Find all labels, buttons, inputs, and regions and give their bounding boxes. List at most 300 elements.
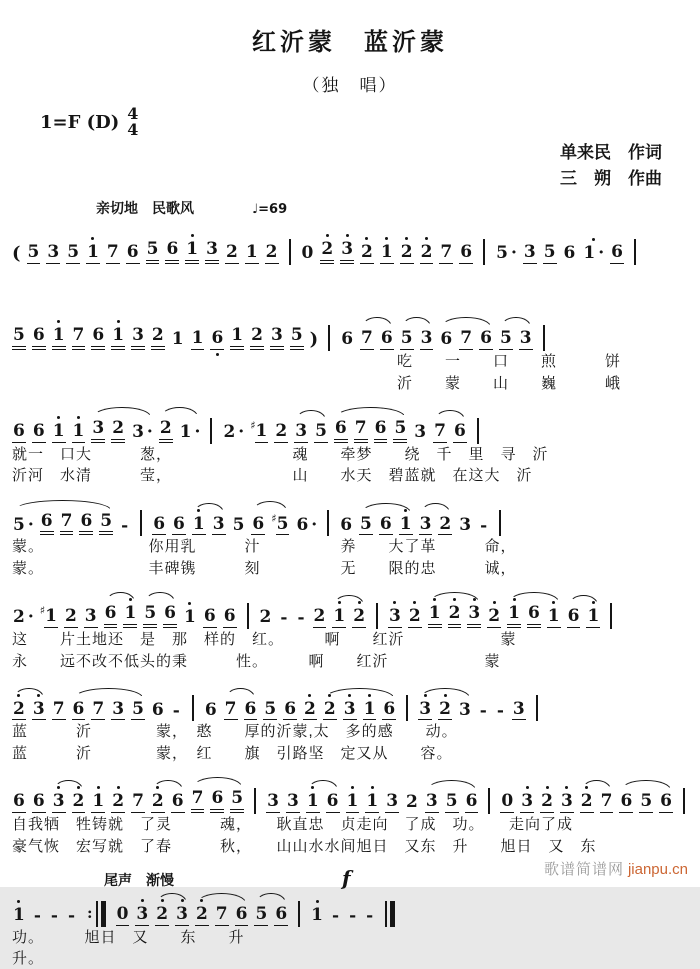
metronome-mark: ♩=69 <box>252 202 288 217</box>
barline <box>376 603 378 629</box>
note: 6 <box>379 513 392 534</box>
note: 5 · <box>496 243 517 264</box>
note: 5 <box>146 240 160 264</box>
note: 3 <box>340 240 354 264</box>
note: 1 <box>123 604 137 628</box>
music-system-6 <box>12 680 692 764</box>
duration-dash: - <box>172 700 180 721</box>
note: 3 <box>212 513 225 534</box>
slur-arc <box>155 905 189 926</box>
note: 3 <box>414 421 427 442</box>
note: 3 <box>270 326 284 350</box>
note: 5 <box>445 791 458 812</box>
slur-arc <box>425 792 479 813</box>
lyric-line-1: 就一 口大 葱， 魂 牵梦 绕 千 里 寻 沂 <box>12 445 549 463</box>
note: 6 <box>210 789 224 813</box>
duration-dash: - <box>33 905 41 926</box>
note: 3 <box>112 698 125 719</box>
key-text: 1=F (D) <box>40 111 120 133</box>
note: 6 <box>223 606 236 627</box>
duration-dash: - <box>297 608 305 629</box>
barline <box>289 239 291 265</box>
slur-arc <box>191 789 245 813</box>
note: 2 <box>439 513 452 534</box>
duration-dash: - <box>496 700 504 721</box>
note: 2 <box>259 607 272 628</box>
repeat-end-barline: : <box>87 901 106 927</box>
note: 1 <box>306 791 319 812</box>
barline <box>499 510 501 536</box>
note: 1 <box>363 698 376 719</box>
note: 6 <box>660 791 672 812</box>
barline <box>477 418 479 444</box>
note: 6 <box>374 419 388 443</box>
note: 6 <box>104 604 118 628</box>
note: 1 <box>92 791 105 812</box>
barline <box>610 603 612 629</box>
note: 6 <box>383 698 396 719</box>
watermark-domain[interactable]: jianpu.cn <box>627 861 688 878</box>
note: 2 <box>156 903 169 924</box>
note: 2 <box>225 242 238 263</box>
parenthesis: ) <box>309 329 319 351</box>
note: 3 <box>131 326 145 350</box>
note: 2 · <box>223 421 245 442</box>
note: 3 <box>386 791 399 812</box>
slur-arc <box>580 792 614 813</box>
note: 6 <box>13 420 25 441</box>
note: 1 <box>171 329 184 350</box>
music-system-8 <box>12 866 692 969</box>
slur-arc <box>419 515 453 536</box>
note: 7 <box>191 789 205 813</box>
note: 2 <box>151 791 164 812</box>
note: 6 <box>563 243 576 264</box>
barline <box>247 603 249 629</box>
note: 2 <box>159 419 173 443</box>
note: 3 <box>560 791 573 812</box>
note: 6 <box>275 903 288 924</box>
lyric-line-2: 升。 <box>12 950 45 968</box>
note: 7 <box>215 903 228 924</box>
note: 2 <box>304 698 316 719</box>
parenthesis: ( <box>12 243 21 265</box>
note: 2 <box>265 242 278 263</box>
note: 5 <box>393 419 407 443</box>
note: 6 <box>211 328 224 349</box>
note: 6 <box>171 791 184 812</box>
note: 2 <box>353 606 366 627</box>
note: 2 <box>448 604 462 628</box>
note: 6 <box>460 242 473 263</box>
note: 3 · <box>132 421 153 442</box>
note: 3 <box>419 698 432 719</box>
note: 5 <box>499 328 512 349</box>
slur-arc <box>433 422 467 443</box>
note: 6 <box>165 240 179 264</box>
notation-line <box>12 403 692 443</box>
duration-dash: - <box>366 905 374 926</box>
note: ♯5 <box>271 511 289 534</box>
lyric-line-1: 吃 一 口 煎 饼 <box>397 353 622 370</box>
notation-line <box>12 310 692 350</box>
note: 1 · <box>179 421 201 442</box>
note: 5 <box>640 791 653 812</box>
slur-arc <box>332 607 366 628</box>
slur-arc <box>294 422 328 443</box>
music-system-2 <box>12 310 692 394</box>
notation-line <box>12 224 692 264</box>
lyric-line-2: 永 远不改不低头的秉 性。 啊 红沂 蒙 <box>12 652 501 670</box>
note: 6 · <box>296 514 318 535</box>
note: 3 <box>267 791 279 812</box>
lyric-line-1: 功。 旭日 又 东 升 <box>12 928 245 946</box>
note: 6 <box>91 326 105 350</box>
note: 1 <box>72 420 85 441</box>
note: 2 <box>580 791 593 812</box>
music-system-1 <box>12 224 692 264</box>
note: 1 <box>428 604 442 628</box>
note: 6 <box>326 791 339 812</box>
lyric-line-1: 自我牺 牲铸就 了灵 魂， 耿直忠 贞走向 了成 功。 走向了成 <box>12 815 574 833</box>
barline <box>683 788 685 814</box>
note: 6 <box>204 699 217 720</box>
note: 3 <box>458 699 471 720</box>
slur-arc <box>306 792 340 813</box>
meta-row <box>40 106 662 198</box>
music-system-5 <box>12 588 692 672</box>
note: 6 <box>252 513 265 534</box>
note: 2 <box>64 606 77 627</box>
note: 3 <box>136 903 149 924</box>
barline <box>140 510 142 536</box>
note: ♯1 <box>250 418 268 441</box>
note: 1 <box>547 606 560 627</box>
note: 6 <box>611 242 623 263</box>
slur-arc <box>192 515 226 536</box>
note: 6 <box>163 604 177 628</box>
note: 1 <box>366 791 379 812</box>
note: 7 <box>132 791 144 812</box>
barline <box>536 695 538 721</box>
note: 1 <box>587 606 600 627</box>
lyric-line-2: 沂河 水清 莹， 山 水天 碧蓝就 在这大 沂 <box>12 467 533 485</box>
lyric-line-1: 蓝 沂 蒙， 憨 厚的沂蒙,太 多的感 动。 <box>12 723 458 741</box>
note: 1 <box>184 607 196 628</box>
barline <box>543 325 545 351</box>
song-title: 红沂蒙 蓝沂蒙 <box>252 29 448 56</box>
note: 5 <box>255 903 268 924</box>
note: 5 · <box>13 514 34 535</box>
duration-dash: - <box>332 905 340 926</box>
note: 1 <box>52 326 66 350</box>
note: 1 <box>507 604 521 628</box>
note: 6 <box>341 329 354 350</box>
note: 6 <box>79 512 93 536</box>
note: 2 <box>541 791 553 812</box>
barline <box>254 788 256 814</box>
note: 7 <box>434 420 446 441</box>
time-signature <box>127 106 138 138</box>
note: 3 <box>32 698 45 719</box>
note: 5 <box>132 698 144 719</box>
note: 7 <box>92 698 105 719</box>
music-system-3 <box>12 403 692 487</box>
slur-arc <box>567 607 601 628</box>
slur-arc <box>151 792 185 813</box>
note: 6 <box>153 513 166 534</box>
note: 6 <box>126 242 139 263</box>
slur-arc <box>72 700 145 721</box>
note: 6 <box>173 513 185 534</box>
note: 5 <box>232 514 245 535</box>
watermark-site: 歌谱简谱网 <box>543 861 624 878</box>
note: 3 <box>286 791 299 812</box>
note: 2 · <box>13 607 34 628</box>
notation-line <box>12 588 692 628</box>
duration-dash: - <box>480 515 488 536</box>
note: 7 <box>224 698 237 719</box>
note: 2 <box>320 240 334 264</box>
dynamic-mark: f <box>342 865 351 890</box>
notation-line <box>12 886 692 926</box>
note: 1 · <box>583 243 605 264</box>
note: 7 <box>106 242 119 263</box>
note: 5 <box>360 513 372 534</box>
note: 1 <box>191 328 204 349</box>
note: 1 <box>346 791 359 812</box>
note: 1 <box>192 513 205 534</box>
rest-note: 0 <box>301 243 314 264</box>
note: 6 <box>527 604 541 628</box>
barline <box>192 695 194 721</box>
note: 1 <box>380 242 393 263</box>
duration-dash: - <box>50 905 58 926</box>
slur-arc <box>439 329 493 350</box>
note: 2 <box>361 242 373 263</box>
note: 1 <box>333 606 346 627</box>
note: 3 <box>389 606 401 627</box>
slur-arc <box>224 700 258 721</box>
note: 3 <box>467 604 481 628</box>
note: 6 <box>203 606 216 627</box>
note: ♯1 <box>39 604 57 627</box>
note: 6 <box>620 791 633 812</box>
duration-dash: - <box>121 515 129 536</box>
note: 6 <box>32 420 45 441</box>
slur-arc <box>159 419 201 443</box>
notation-line <box>12 773 692 813</box>
note: 5 <box>99 512 113 536</box>
note: 5 <box>12 326 26 350</box>
note: 3 <box>459 514 472 535</box>
section-label: 尾声 渐慢 <box>104 871 174 888</box>
slur-arc <box>52 792 86 813</box>
note: 7 <box>440 242 453 263</box>
note: 1 <box>399 513 412 534</box>
note: 6 <box>13 791 25 812</box>
lyric-line-1: 这 片土地还 是 那 样的 红。 啊 红沂 蒙 <box>12 630 517 648</box>
barline <box>488 788 490 814</box>
note: 2 <box>488 606 501 627</box>
note: 2 <box>323 698 336 719</box>
note: 5 <box>67 242 80 263</box>
note: 6 <box>334 419 348 443</box>
note: 1 <box>111 326 125 350</box>
note: 3 <box>47 242 60 263</box>
note: 3 <box>343 698 356 719</box>
lyricist-credit: 单来民 作词 <box>560 143 662 162</box>
lyric-line-1: 蒙。 你用乳 汁 养 大了革 命， <box>12 538 517 556</box>
note: 6 <box>440 329 453 350</box>
note: 2 <box>400 242 413 263</box>
note: 2 <box>111 419 125 443</box>
note: 2 <box>313 606 326 627</box>
duration-dash: - <box>349 905 357 926</box>
note: 2 <box>72 791 85 812</box>
notation-line <box>12 680 692 720</box>
note: 1 <box>230 326 244 350</box>
note: 5 <box>230 789 244 813</box>
watermark <box>544 858 688 879</box>
slur-arc <box>143 604 177 628</box>
duration-dash: - <box>479 700 487 721</box>
note: 2 <box>112 791 125 812</box>
barline <box>634 239 636 265</box>
note: 5 <box>264 698 277 719</box>
note: 5 <box>290 326 304 350</box>
music-system-7 <box>12 773 692 857</box>
note: 2 <box>151 326 165 350</box>
note: 3 <box>176 903 188 924</box>
barline <box>406 695 408 721</box>
note: 6 <box>244 698 257 719</box>
music-system-4 <box>12 495 692 579</box>
note: 3 <box>523 242 536 263</box>
slur-arc <box>12 700 46 721</box>
slur-arc <box>334 419 407 443</box>
slur-arc <box>507 604 561 628</box>
barline <box>328 325 330 351</box>
meter-denominator: 4 <box>127 120 139 139</box>
note: 3 <box>512 698 525 719</box>
note: 2 <box>420 242 433 263</box>
note: 6 <box>340 514 353 535</box>
note: 1 <box>245 242 258 263</box>
barline <box>210 418 212 444</box>
barline <box>327 510 329 536</box>
note: 7 <box>361 328 373 349</box>
slur-arc <box>428 604 482 628</box>
note: 3 <box>425 791 438 812</box>
lyric-line-2: 蓝 沂 蒙， 红 旗 引路坚 定又从 容。 <box>12 745 453 763</box>
duration-dash: - <box>67 905 76 926</box>
slur-arc <box>418 700 472 721</box>
note: 2 <box>408 606 421 627</box>
note: 6 <box>32 791 45 812</box>
note: 6 <box>465 791 478 812</box>
slur-arc <box>104 604 138 628</box>
rest-note: 0 <box>116 903 129 924</box>
composer-credit: 三 朔 作曲 <box>560 168 662 188</box>
note: 3 <box>84 606 97 627</box>
barline <box>298 901 300 927</box>
note: 2 <box>275 420 288 441</box>
note: 3 <box>420 328 433 349</box>
slur-arc <box>12 512 113 536</box>
note: 2 <box>439 698 451 719</box>
note: 6 <box>151 699 164 720</box>
barline <box>483 239 485 265</box>
note: 5 <box>315 420 327 441</box>
duration-dash: - <box>280 608 288 629</box>
lyric-line-2: 蒙。 丰碑镌 刻 无 限的忠 诚， <box>12 559 517 577</box>
note: 5 <box>27 242 40 263</box>
note: 6 <box>235 903 248 924</box>
lyric-line-2: 豪气恢 宏写就 了春 秋， 山山水水间旭日 又东 升 旭日 又 东 <box>12 837 597 855</box>
note: 1 <box>185 240 199 264</box>
key-signature <box>40 106 138 138</box>
slur-arc <box>254 905 288 926</box>
note: 6 <box>567 606 580 627</box>
note: 6 <box>32 326 46 350</box>
note: 3 <box>52 791 65 812</box>
slur-arc <box>91 419 152 443</box>
slur-arc <box>499 329 533 350</box>
note: 1 <box>311 904 324 925</box>
note: 6 <box>72 698 85 719</box>
final-barline <box>385 901 395 927</box>
note: 6 <box>40 512 54 536</box>
expression-text: 亲切地 民歌风 <box>96 200 194 216</box>
note: 3 <box>419 513 432 534</box>
slur-arc <box>251 513 289 536</box>
note: 5 <box>143 604 157 628</box>
rest-note: 0 <box>501 791 514 812</box>
note: 3 <box>521 791 534 812</box>
tempo-row <box>96 198 692 218</box>
note: 7 <box>60 512 74 536</box>
note: 6 <box>453 420 466 441</box>
note: 3 <box>91 419 105 443</box>
note: 6 <box>380 328 393 349</box>
note: 1 <box>87 242 99 263</box>
note: 2 <box>13 698 25 719</box>
note: 1 <box>13 904 25 925</box>
slur-arc <box>619 792 673 813</box>
meter-numerator: 4 <box>127 104 139 123</box>
note: 1 <box>52 420 65 441</box>
note: 5 <box>543 242 556 263</box>
note: 6 <box>284 698 297 719</box>
note: 7 <box>354 419 368 443</box>
note: 7 <box>460 328 473 349</box>
note: 3 <box>295 420 308 441</box>
note: 6 <box>480 328 492 349</box>
slur-arc <box>323 700 396 721</box>
slur-arc <box>195 905 249 926</box>
note: 5 <box>400 328 413 349</box>
note: 2 <box>406 792 418 813</box>
note: 3 <box>519 328 532 349</box>
slur-arc <box>359 515 413 536</box>
note: 2 <box>195 903 208 924</box>
notation-line <box>12 495 692 535</box>
song-subtitle: （独 唱） <box>302 76 398 95</box>
note: 7 <box>72 326 86 350</box>
credits <box>560 140 662 191</box>
slur-arc <box>360 329 394 350</box>
